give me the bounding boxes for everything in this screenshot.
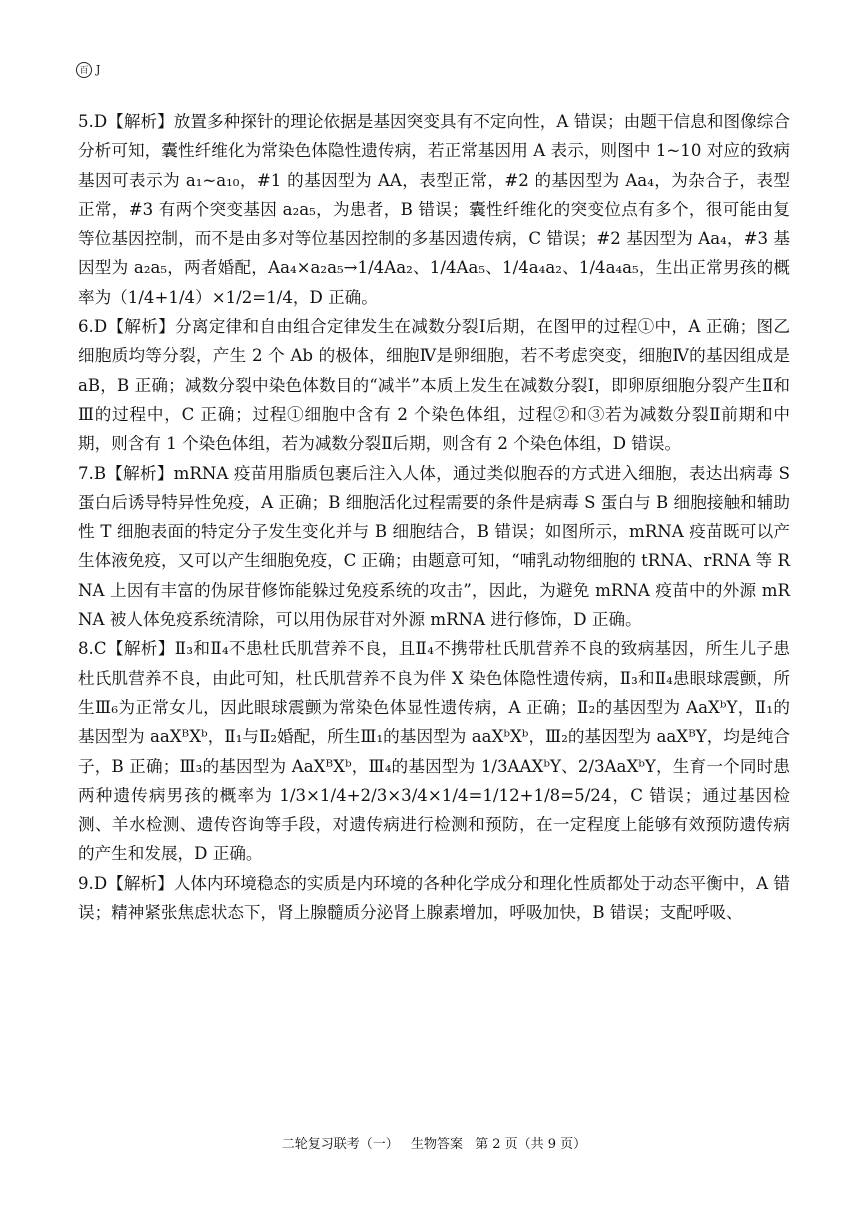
footer-exam-title: 二轮复习联考（一） <box>281 1137 399 1152</box>
answer-paragraph-6: 6.D【解析】分离定律和自由组合定律发生在减数分裂Ⅰ后期，在图甲的过程①中，A 正确；图乙细胞质均等分裂，产生 2 个 Ab 的极体，细胞Ⅳ是卵细胞，若不考虑突变，细胞Ⅳ的基因组成是 aB，B 正确；减数分裂中染色体数目的“减半”本质上发生在减数分裂Ⅰ，即卵原细胞分裂产生Ⅱ和Ⅲ的过程中，C 正确；过程①细胞中含有 2 个染色体组，过程②和③若为减数分裂Ⅱ前期和中期，则含有 1 个染色体组，若为减数分裂Ⅱ后期，则含有 2 个染色体组，D 错误。 <box>78 317 790 454</box>
page-footer <box>0 1136 868 1154</box>
footer-page-number: 第 2 页（共 9 页） <box>475 1137 587 1152</box>
logo-mark: J <box>96 63 101 76</box>
logo-icon: 百 <box>76 62 92 78</box>
answer-paragraph-8: 8.C【解析】Ⅱ₃和Ⅱ₄不患杜氏肌营养不良，且Ⅱ₄不携带杜氏肌营养不良的致病基因，所生儿子患杜氏肌营养不良，由此可知，杜氏肌营养不良为伴 X 染色体隐性遗传病，Ⅱ₃和Ⅱ₄患眼球震颤，所生Ⅲ₆为正常女儿，因此眼球震颤为常染色体显性遗传病，A 正确；Ⅱ₂的基因型为 AaXᵇY，Ⅱ₁的基因型为 aaXᴮXᵇ，Ⅱ₁与Ⅱ₂婚配，所生Ⅲ₁的基因型为 aaXᵇXᵇ，Ⅲ₂的基因型为 aaXᴮY，均是纯合子，B 正确；Ⅲ₃的基因型为 AaXᴮXᵇ，Ⅲ₄的基因型为 1/3AAXᵇY、2/3AaXᵇY，生育一个同时患两种遗传病男孩的概率为 1/3×1/4+2/3×3/4×1/4=1/12+1/8=5/24，C 错误；通过基因检测、羊水检测、遗传咨询等手段，对遗传病进行检测和预防，在一定程度上能够有效预防遗传病的产生和发展，D 正确。 <box>78 639 790 864</box>
answer-paragraph-9: 9.D【解析】人体内环境稳态的实质是内环境的各种化学成分和理化性质都处于动态平衡中，A 错误；精神紧张焦虑状态下，肾上腺髓质分泌肾上腺素增加，呼吸加快，B 错误；支配呼吸、 <box>78 873 790 923</box>
answer-content <box>78 107 790 927</box>
answer-paragraph-5: 5.D【解析】放置多种探针的理论依据是基因突变具有不定向性，A 错误；由题干信息和图像综合分析可知，囊性纤维化为常染色体隐性遗传病，若正常基因用 A 表示，则图中 1~10 对应的致病基因可表示为 a₁~a₁₀，#1 的基因型为 AA，表型正常，#2 的基因型为 Aa₄，为杂合子，表型正常，#3 有两个突变基因 a₂a₅，为患者，B 错误；囊性纤维化的突变位点有多个，很可能由复等位基因控制，而不是由多对等位基因控制的多基因遗传病，C 错误；#2 基因型为 Aa₄，#3 基因型为 a₂a₅，两者婚配，Aa₄×a₂a₅→1/4Aa₂、1/4Aa₅、1/4a₄a₂、1/4a₄a₅，生出正常男孩的概率为（1/4+1/4）×1/2=1/4，D 正确。 <box>78 112 790 307</box>
footer-subject: 生物答案 <box>410 1137 463 1152</box>
answer-paragraph-7: 7.B【解析】mRNA 疫苗用脂质包裹后注入人体，通过类似胞吞的方式进入细胞，表达出病毒 S 蛋白后诱导特异性免疫，A 正确；B 细胞活化过程需要的条件是病毒 S 蛋白与 B 细胞接触和辅助性 T 细胞表面的特定分子发生变化并与 B 细胞结合，B 错误；如图所示，mRNA 疫苗既可以产生体液免疫，又可以产生细胞免疫，C 正确；由题意可知，“哺乳动物细胞的 tRNA、rRNA 等 RNA 上因有丰富的伪尿苷修饰能躲过免疫系统的攻击”，因此，为避免 mRNA 疫苗中的外源 mRNA 被人体免疫系统清除，可以用伪尿苷对外源 mRNA 进行修饰，D 正确。 <box>78 463 790 630</box>
